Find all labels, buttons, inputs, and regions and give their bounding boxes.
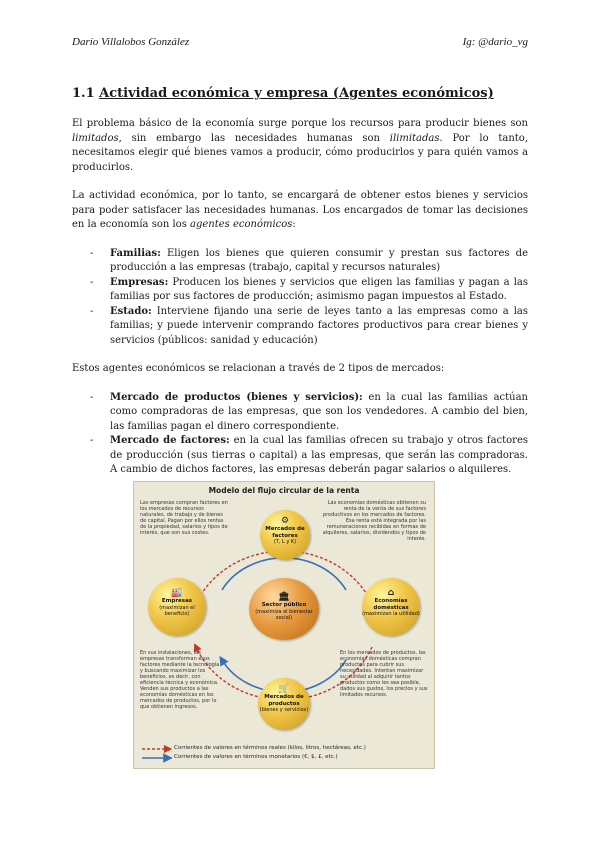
header-author: Darío Villalobos González xyxy=(72,36,190,48)
list-item: - Familias: Eligen los bienes que quieren consumir y prestan sus factores de producción a las empresas (trabajo, capital y recursos naturales) xyxy=(72,247,528,276)
node-empresas: 🏭 Empresas (maximizan el beneficio) xyxy=(148,578,206,636)
section-title: Actividad económica y empresa (Agentes económicos) xyxy=(99,86,494,101)
cart-icon: 🛒 xyxy=(278,684,290,694)
diagram-title: Modelo del flujo circular de la renta xyxy=(208,486,360,495)
legend-real: Corrientes de valores en términos reales (kilos, litros, hectáreas, etc.) xyxy=(174,745,366,751)
note-economias-renta: Las economías domésticas obtienen su renta de la venta de sus factores productivos en los mercados de factores. Esa renta está integrada por las remuneraciones recibidas en formas de alquileres, salarios, dividendos y tipos de interés. xyxy=(322,500,426,542)
factory-icon: 🏭 xyxy=(171,588,183,598)
node-mercados-productos: 🛒 Mercados de productos (bienes y servicios) xyxy=(258,678,310,730)
note-empresas-factores: Las empresas compran factores en los mercados de recursos naturales, de trabajo y de bienes de capital. Pagan por ellos rentas de la propiedad, salarios y tipos de interés, que son sus costes. xyxy=(140,500,228,536)
government-icon: 🏛 xyxy=(278,592,290,602)
note-empresas-productos: En sus instalaciones, las empresas transforman esos factores mediante la tecnología y buscando maximizar los beneficios, es decir, con eficiencia técnica y económica. Venden sus productos a las economías domésticas en los mercados de productos, por lo que obtienen ingresos. xyxy=(140,650,220,710)
list-item: - Mercado de productos (bienes y servicios): en la cual las familias actúan como compradoras de las empresas, que son los vendedores. A cambio del bien, las familias pagan el dinero correspondiente. xyxy=(72,391,528,435)
node-economias-domesticas: ⌂ Economías domésticas (maximizan la utilidad) xyxy=(362,578,420,636)
list-item: - Estado: Interviene fijando una serie de leyes tanto a las empresas como a las familias; y puede intervenir comprando factores productivos para crear bienes y servicios (públicos: sanidad y educación) xyxy=(72,305,528,349)
paragraph-problem: El problema básico de la economía surge porque los recursos para producir bienes son limitados, sin embargo las necesidades humanas son ilimitadas. Por lo tanto, necesitamos elegir qué bienes vamos a producir, cómo producirlos y para quién vamos a producirlos. xyxy=(72,118,529,173)
paragraph-activity: La actividad económica, por lo tanto, se encargará de obtener estos bienes y servicios para poder satisfacer las necesidades humanas. Los encargados de tomar las decisiones en la economía son los agentes económicos: xyxy=(72,190,528,230)
header-handle: Ig: @dario_vg xyxy=(462,36,528,48)
gears-icon: ⚙ xyxy=(280,516,290,526)
list-item: - Mercado de factores: en la cual las familias ofrecen su trabajo y otros factores de producción (sus tierras o capital) a las empresas, que serán las compradoras. A cambio de dichos factores, las empresas deberán pagar salarios o alquileres. xyxy=(72,434,528,478)
document-body xyxy=(72,86,528,492)
node-mercados-factores: ⚙ Mercados de factores (T, L y K) xyxy=(260,510,310,560)
section-number: 1.1 xyxy=(72,86,95,101)
legend-monetary: Corrientes de valores en términos monetarios (€, $, £, etc.) xyxy=(174,754,338,760)
paragraph-markets-intro: Estos agentes económicos se relacionan a través de 2 tipos de mercados: xyxy=(72,363,445,374)
circular-flow-diagram xyxy=(133,481,435,769)
section-heading xyxy=(72,86,528,101)
node-sector-publico: 🏛 Sector público (maximiza el bienestar social) xyxy=(249,578,319,640)
house-icon: ⌂ xyxy=(387,588,395,598)
markets-list xyxy=(72,391,528,478)
list-item: - Empresas: Producen los bienes y servicios que eligen las familias y pagan a las familias por sus factores de producción; asimismo pagan impuestos al Estado. xyxy=(72,276,528,305)
agents-list xyxy=(72,247,528,349)
note-economias-compras: En los mercados de productos, las economías domésticas compran productos para cubrir sus necesidades. Intentan maximizar su utilidad al adquirir tantos productos como les sea posible, dados sus gustos, los precios y sus limitados recursos. xyxy=(340,650,428,698)
